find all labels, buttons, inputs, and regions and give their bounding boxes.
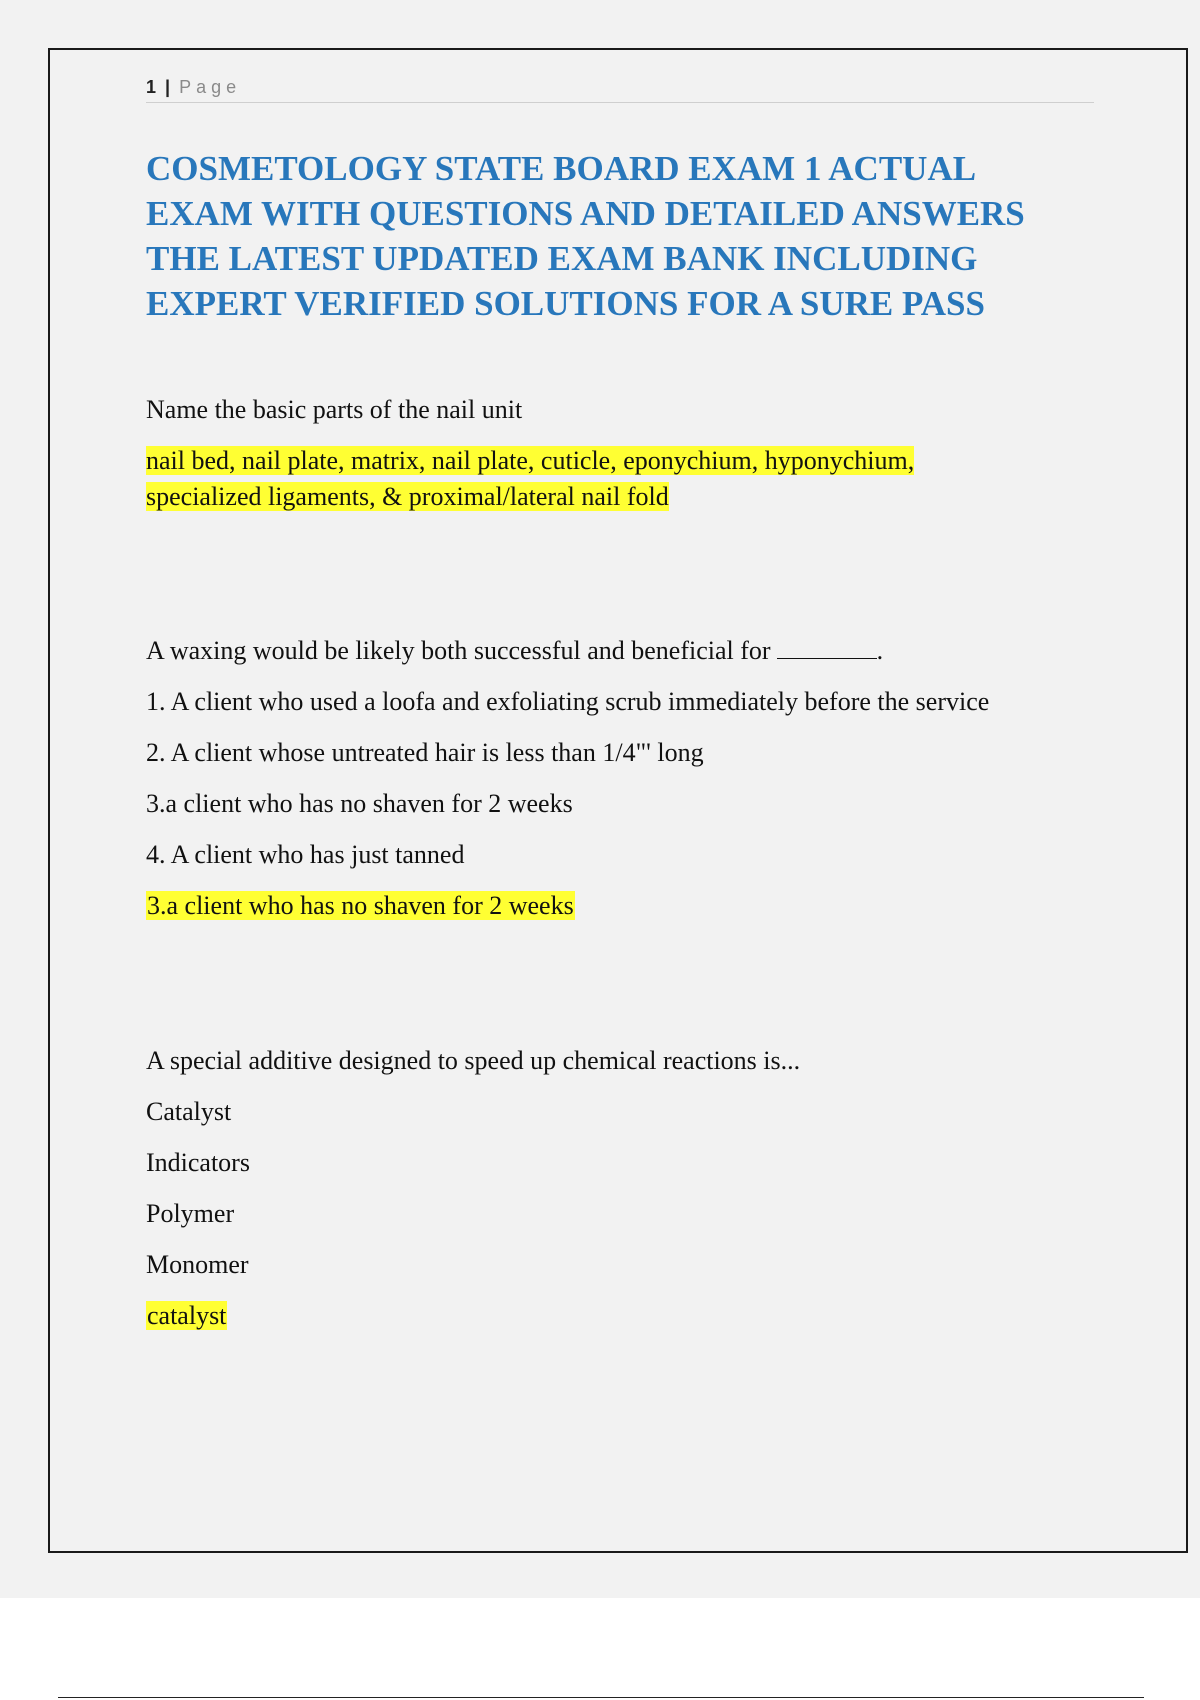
- question-block-1: [146, 392, 1146, 515]
- option: Polymer: [146, 1199, 235, 1228]
- option: 3.a client who has no shaven for 2 weeks: [146, 789, 573, 818]
- page-separator: |: [165, 77, 171, 97]
- option: 2. A client whose untreated hair is less than 1/4"' long: [146, 738, 704, 767]
- page-number: 1: [146, 77, 157, 97]
- answer-line: nail bed, nail plate, matrix, nail plate, cuticle, eponychium, hyponychium,: [146, 446, 915, 475]
- option: Catalyst: [146, 1097, 232, 1126]
- option: 4. A client who has just tanned: [146, 840, 465, 869]
- question-end: .: [876, 636, 884, 665]
- document-title: [146, 146, 1086, 326]
- title-line: EXAM WITH QUESTIONS AND DETAILED ANSWERS: [146, 194, 1025, 233]
- page-header: [146, 72, 1094, 103]
- question-block-3: [146, 1043, 1146, 1334]
- answer-line: [146, 1298, 1146, 1334]
- answer-block: [146, 443, 1146, 515]
- question-line: [146, 633, 1146, 669]
- answer-blank: [777, 636, 877, 659]
- question-text: A special additive designed to speed up chemical reactions is...: [146, 1046, 801, 1075]
- title-line: COSMETOLOGY STATE BOARD EXAM 1 ACTUAL: [146, 149, 977, 188]
- option: Monomer: [146, 1250, 249, 1279]
- answer-line: [146, 888, 1146, 924]
- answer-highlight: 3.a client who has no shaven for 2 weeks: [147, 891, 574, 920]
- title-line: THE LATEST UPDATED EXAM BANK INCLUDING: [146, 239, 978, 278]
- option: 1. A client who used a loofa and exfoliating scrub immediately before the service: [146, 687, 990, 716]
- title-line: EXPERT VERIFIED SOLUTIONS FOR A SURE PASS: [146, 284, 985, 323]
- bottom-divider: [58, 1697, 1144, 1698]
- answer-line: specialized ligaments, & proximal/lateral nail fold: [146, 482, 669, 511]
- question-text: Name the basic parts of the nail unit: [146, 395, 523, 424]
- option: Indicators: [146, 1148, 250, 1177]
- question-text: A waxing would be likely both successful and beneficial for: [146, 636, 771, 665]
- answer-highlight: catalyst: [147, 1301, 227, 1330]
- page-word: Page: [179, 77, 242, 97]
- question-block-2: [146, 633, 1146, 924]
